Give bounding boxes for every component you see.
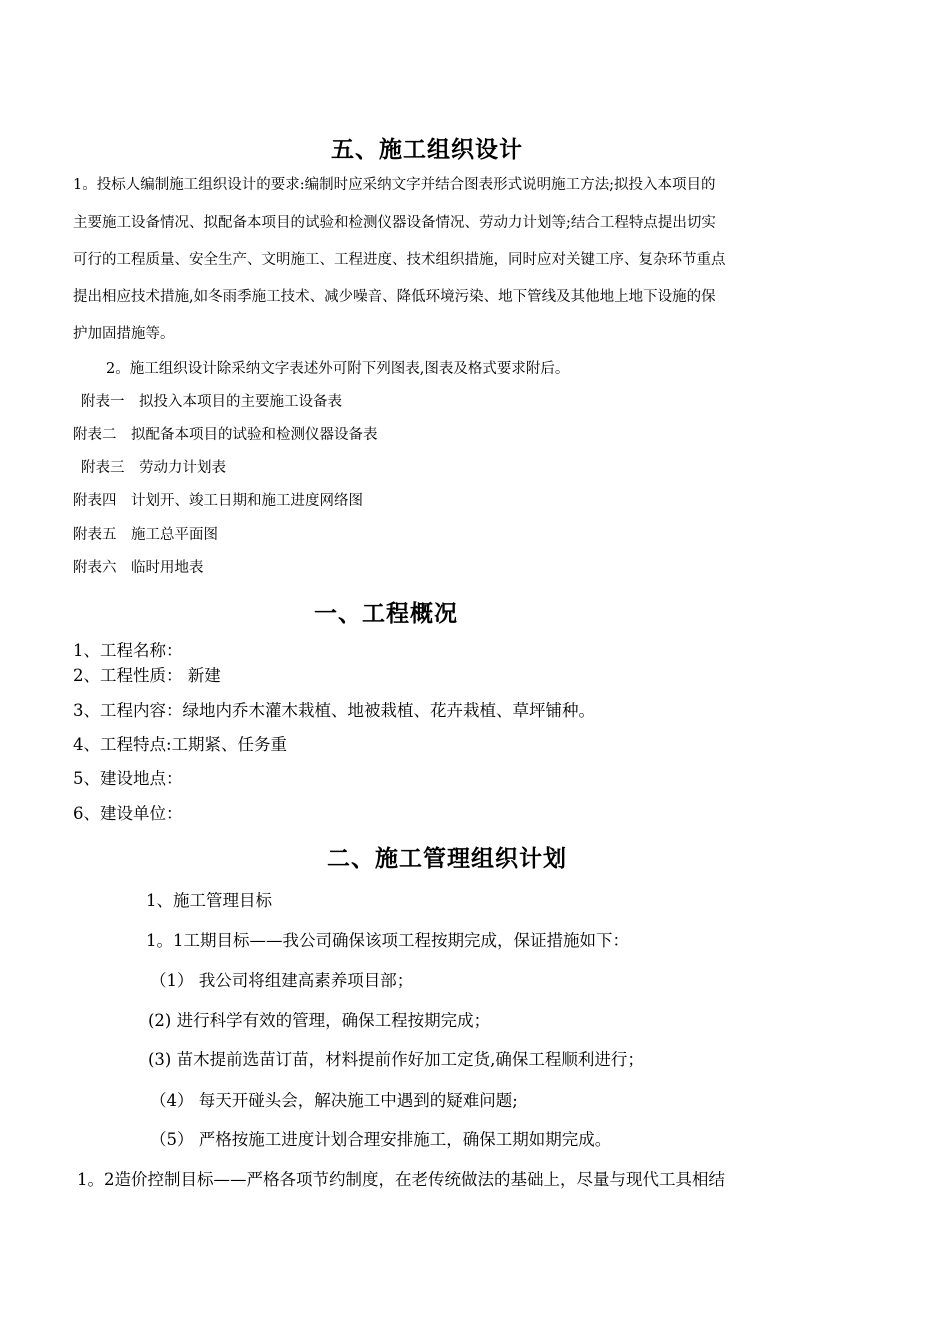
section5-para2: 2。施工组织设计除采纳文字表述外可附下列图表,图表及格式要求附后。 bbox=[106, 361, 570, 377]
section5-para1-line5: 护加固措施等。 bbox=[73, 326, 175, 342]
overview-item: 3、工程内容：绿地内乔木灌木栽植、地被栽植、花卉栽植、草坪铺种。 bbox=[73, 701, 595, 720]
appendix-item: 附表五 施工总平面图 bbox=[73, 527, 218, 543]
section1-title: 一、工程概况 bbox=[314, 601, 458, 627]
measure-item: (3) 苗木提前选苗订苗，材料提前作好加工定货,确保工程顺利进行； bbox=[148, 1050, 644, 1069]
section5-para1-line3: 可行的工程质量、安全生产、文明施工、工程进度、技术组织措施，同时应对关键工序、复杂环节重点 bbox=[73, 252, 726, 268]
appendix-item: 附表二 拟配备本项目的试验和检测仪器设备表 bbox=[73, 427, 378, 443]
measure-item: （5） 严格按施工进度计划合理安排施工，确保工期如期完成。 bbox=[150, 1130, 612, 1149]
section5-para1-line1: 1。投标人编制施工组织设计的要求:编制时应采纳文字并结合图表形式说明施工方法;拟投入本项目的 bbox=[73, 177, 716, 193]
overview-item: 5、建设地点： bbox=[73, 769, 183, 788]
overview-item: 6、建设单位： bbox=[73, 804, 183, 823]
overview-item: 2、工程性质： 新建 bbox=[73, 666, 221, 685]
cost-target: 1。2造价控制目标——严格各项节约制度，在老传统做法的基础上，尽量与现代工具相结 bbox=[77, 1170, 725, 1189]
overview-item: 1、工程名称： bbox=[73, 641, 183, 660]
measure-item: （4） 每天开碰头会，解决施工中遇到的疑难问题; bbox=[150, 1091, 518, 1110]
section5-title: 五、施工组织设计 bbox=[331, 137, 523, 163]
appendix-item: 附表一 拟投入本项目的主要施工设备表 bbox=[81, 394, 342, 410]
measure-item: (2) 进行科学有效的管理，确保工程按期完成； bbox=[148, 1011, 491, 1030]
section5-para1-line4: 提出相应技术措施,如冬雨季施工技术、减少噪音、降低环境污染、地下管线及其他地上地下设施的保 bbox=[73, 289, 716, 305]
appendix-item: 附表三 劳动力计划表 bbox=[81, 460, 226, 476]
appendix-item: 附表四 计划开、竣工日期和施工进度网络图 bbox=[73, 493, 363, 509]
section2-title: 二、施工管理组织计划 bbox=[327, 846, 567, 872]
appendix-item: 附表六 临时用地表 bbox=[73, 560, 204, 576]
section2-subheading: 1、施工管理目标 bbox=[146, 891, 272, 910]
schedule-target: 1。1工期目标——我公司确保该项工程按期完成，保证措施如下： bbox=[146, 931, 629, 950]
section5-para1-line2: 主要施工设备情况、拟配备本项目的试验和检测仪器设备情况、劳动力计划等;结合工程特点提出切实 bbox=[73, 215, 716, 231]
overview-item: 4、工程特点:工期紧、任务重 bbox=[73, 735, 288, 754]
measure-item: （1） 我公司将组建高素养项目部； bbox=[150, 971, 414, 990]
